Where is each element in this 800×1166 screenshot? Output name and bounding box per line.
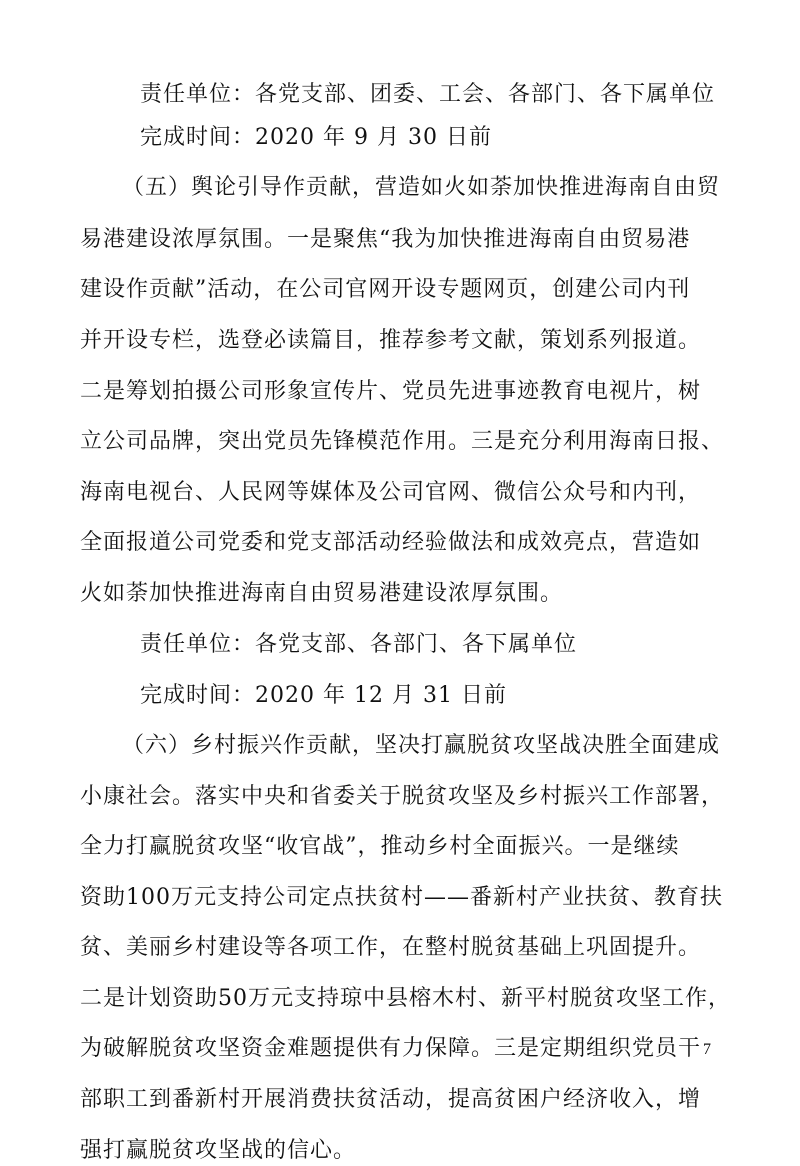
text-line-responsible-unit-2: 责任单位：各党支部、各部门、各下属单位 — [140, 632, 578, 657]
text-line: 强打赢脱贫攻坚战的信心。 — [80, 1138, 357, 1163]
text-line-completion-time-1: 完成时间：2020 年 9 月 30 日前 — [140, 125, 492, 150]
text-line: 二是筹划拍摄公司形象宣传片、党员先进事迹教育电视片，树 — [80, 379, 702, 404]
text-line: 资助100万元支持公司定点扶贫村——番新村产业扶贫、教育扶 — [80, 885, 723, 910]
text-line: 海南电视台、人民网等媒体及公司官网、微信公众号和内刊， — [80, 480, 702, 505]
page-number: 7 — [703, 1041, 711, 1058]
text-line: 为破解脱贫攻坚资金难题提供有力保障。三是定期组织党员干 — [80, 1036, 702, 1061]
text-line-responsible-unit-1: 责任单位：各党支部、团委、工会、各部门、各下属单位 — [140, 82, 716, 107]
text-line: 并开设专栏，选登必读篇目，推荐参考文献，策划系列报道。 — [80, 328, 702, 353]
text-line: 火如荼加快推进海南自由贸易港建设浓厚氛围。 — [80, 581, 564, 606]
text-line: 全力打赢脱贫攻坚“收官战”，推动乡村全面振兴。一是继续 — [80, 834, 680, 859]
text-line-section-six-heading: （六）乡村振兴作贡献，坚决打赢脱贫攻坚战决胜全面建成 — [122, 733, 721, 758]
text-line: 全面报道公司党委和党支部活动经验做法和成效亮点，营造如 — [80, 530, 702, 555]
text-line-section-five-heading: （五）舆论引导作贡献，营造如火如荼加快推进海南自由贸 — [122, 175, 721, 200]
text-line: 小康社会。落实中央和省委关于脱贫攻坚及乡村振兴工作部署， — [80, 784, 725, 809]
text-line: 部职工到番新村开展消费扶贫活动，提高贫困户经济收入，增 — [80, 1087, 702, 1112]
text-line: 立公司品牌，突出党员先锋模范作用。三是充分利用海南日报、 — [80, 429, 725, 454]
text-line: 建设作贡献”活动，在公司官网开设专题网页，创建公司内刊 — [80, 277, 691, 302]
text-line: 贫、美丽乡村建设等各项工作，在整村脱贫基础上巩固提升。 — [80, 935, 702, 960]
text-line: 易港建设浓厚氛围。一是聚焦“我为加快推进海南自由贸易港 — [80, 227, 691, 252]
text-line: 二是计划资助50万元支持琼中县榕木村、新平村脱贫攻坚工作， — [80, 986, 731, 1011]
text-line-completion-time-2: 完成时间：2020 年 12 月 31 日前 — [140, 683, 507, 708]
